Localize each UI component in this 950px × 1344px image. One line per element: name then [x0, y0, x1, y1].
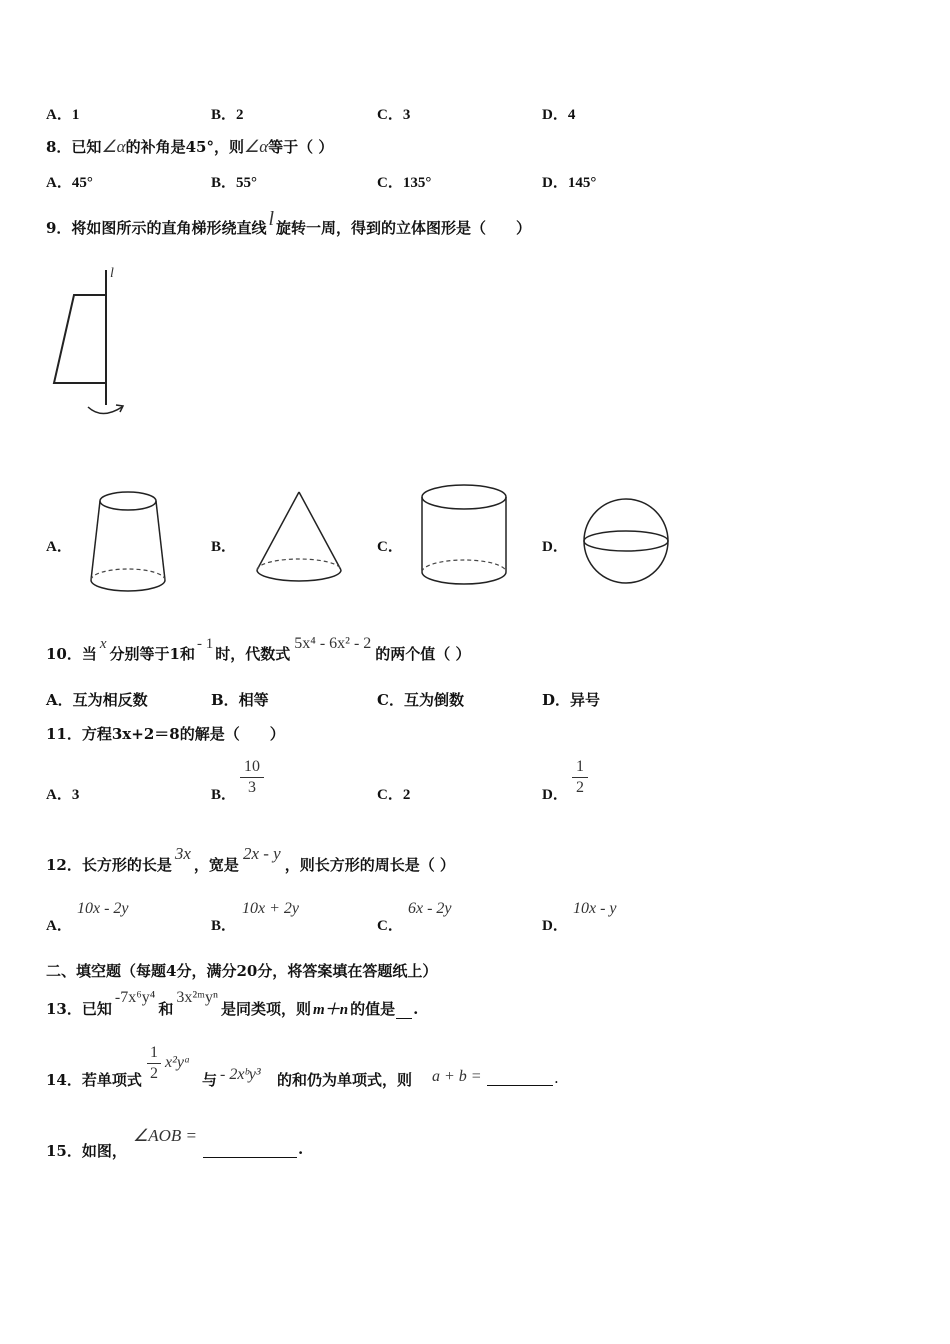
q12-option-d-label: D． — [542, 918, 568, 934]
q12-width: 2x - y — [242, 844, 281, 863]
q8-option-b: B．55° — [211, 175, 258, 191]
q14-frac-num: 1 — [150, 1044, 158, 1061]
q14-expr: a + b = — [432, 1068, 482, 1085]
q9-option-c-label: C． — [377, 539, 403, 555]
q11-option-c: C．2 — [377, 787, 411, 803]
q10-prefix: 10．当 — [46, 645, 97, 663]
q12-end: ，则长方形的周长是（ ） — [284, 856, 455, 874]
sphere-option-d-icon — [582, 495, 672, 589]
q10-expression: 5x⁴ - 6x² - 2 — [294, 635, 372, 652]
q13-mid: 和 — [158, 1000, 174, 1018]
q14-end: 的和仍为单项式，则 — [277, 1071, 413, 1089]
q9-line-label: l — [268, 208, 275, 230]
q15-answer-blank[interactable] — [203, 1140, 297, 1158]
q12-option-b-expr: 10x + 2y — [242, 900, 299, 917]
q12-option-c-expr: 6x - 2y — [408, 900, 452, 917]
q7-option-c: C．3 — [377, 107, 411, 123]
q11-b-numerator: 10 — [244, 758, 260, 775]
q12-option-a-label: A． — [46, 918, 72, 934]
q13-end2: 的值是 — [350, 1000, 396, 1018]
q11-option-d-fraction — [572, 758, 588, 797]
q13-m-plus-n: m＋n — [313, 1002, 349, 1018]
q8-option-d: D．145° — [542, 175, 597, 191]
q9-trapezoid-figure — [50, 265, 130, 425]
q14-period: . — [554, 1069, 559, 1087]
q10-mid1: 分别等于1和 — [109, 645, 195, 663]
q11-option-b-fraction — [240, 758, 264, 797]
q13-prefix: 13．已知 — [46, 1000, 112, 1018]
question-8 — [46, 136, 333, 157]
q12-prefix: 12．长方形的长是 — [46, 856, 172, 874]
q7-option-a: A．1 — [46, 107, 80, 123]
q11-b-denominator: 3 — [248, 779, 256, 796]
q13-period: . — [413, 1000, 419, 1018]
q10-mid2: 时，代数式 — [215, 645, 291, 663]
trapezoid-shape — [54, 295, 106, 383]
q11-option-a: A．3 — [46, 787, 80, 803]
q8-angle-alpha-2: ∠α — [243, 137, 269, 156]
q8-end: 等于（ ） — [268, 138, 334, 156]
question-12 — [46, 843, 455, 873]
q9-option-d-label: D． — [542, 539, 568, 555]
frustum-option-a-icon — [88, 490, 170, 600]
q8-number: 8．已知 — [46, 138, 102, 156]
q13-answer-blank[interactable] — [396, 1018, 412, 1019]
q8-angle-alpha: ∠α — [101, 137, 126, 156]
q9-option-a-label: A． — [46, 539, 72, 555]
q15-prefix: 15．如图， — [46, 1142, 127, 1160]
q13-term2: 3x²ᵐyⁿ — [176, 989, 219, 1006]
q14-fraction — [147, 1044, 161, 1083]
question-10 — [46, 632, 471, 662]
q13-term1: -7x⁶y⁴ — [114, 989, 156, 1006]
q11-d-numerator: 1 — [576, 758, 584, 775]
q9-figure-label-l: l — [110, 266, 114, 281]
q10-neg-one: - 1 — [197, 636, 214, 652]
section-2-title: 二、填空题（每题4分，满分20分，将答案填在答题纸上） — [46, 962, 438, 980]
q12-option-b-label: B． — [211, 918, 237, 934]
q12-option-d-expr: 10x - y — [573, 900, 617, 917]
question-13 — [46, 986, 418, 1018]
q14-term2: - 2xᵇy³ — [220, 1066, 261, 1083]
q14-prefix: 14．若单项式 — [46, 1071, 142, 1089]
q10-option-c: C．互为倒数 — [377, 691, 464, 709]
cone-option-b-icon — [253, 488, 345, 588]
q9-text-before: 9．将如图所示的直角梯形绕直线 — [46, 219, 267, 237]
question-11: 11．方程3x+2＝8的解是（ ） — [46, 725, 285, 743]
q12-option-a-expr: 10x - 2y — [77, 900, 129, 917]
q14-mid: 与 — [202, 1071, 218, 1089]
q12-length: 3x — [174, 844, 191, 863]
q11-option-b-label: B． — [211, 787, 237, 803]
q8-option-c: C．135° — [377, 175, 432, 191]
q11-option-d-label: D． — [542, 787, 568, 803]
q9-option-b-label: B． — [211, 539, 237, 555]
q9-text-after: 旋转一周，得到的立体图形是（ ） — [276, 219, 532, 237]
cylinder-option-c-icon — [418, 482, 510, 592]
q7-option-d: D．4 — [542, 107, 576, 123]
q7-option-b: B．2 — [211, 107, 244, 123]
q14-term1-rest: x²yᵃ — [165, 1054, 191, 1071]
q10-option-b: B．相等 — [211, 691, 269, 709]
q10-end: 的两个值（ ） — [375, 645, 471, 663]
q13-end1: 是同类项，则 — [221, 1000, 312, 1018]
q10-option-d: D．异号 — [542, 691, 601, 709]
question-9 — [46, 208, 532, 239]
q12-option-c-label: C． — [377, 918, 403, 934]
q10-option-a: A．互为相反数 — [46, 691, 148, 709]
q8-mid: 的补角是45°，则 — [125, 138, 244, 156]
q14-answer-blank[interactable] — [487, 1069, 553, 1086]
q8-option-a: A．45° — [46, 175, 93, 191]
rotation-arrow — [88, 407, 122, 414]
q15-expr: ∠AOB = — [133, 1126, 198, 1145]
q12-mid: ，宽是 — [193, 856, 239, 874]
q10-var-x: x — [99, 636, 107, 652]
q15-period: . — [298, 1140, 304, 1158]
q11-d-denominator: 2 — [576, 779, 584, 796]
q14-frac-den: 2 — [150, 1065, 158, 1082]
